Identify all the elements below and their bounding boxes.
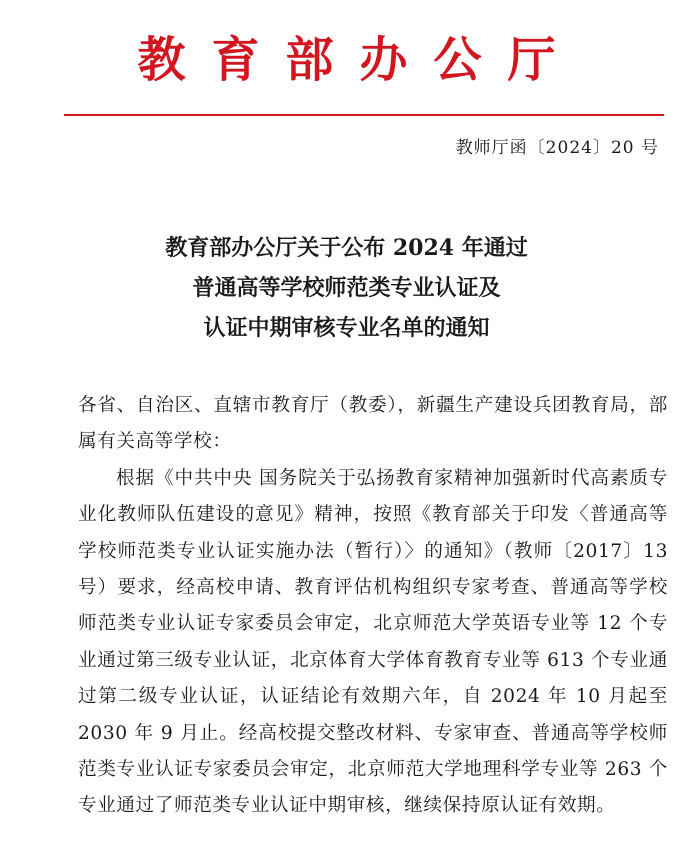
document-number: 教师厅函〔2024〕20 号 <box>455 138 659 158</box>
red-divider-line <box>64 114 664 116</box>
title-line-1: 教育部办公厅关于公布 2024 年通过 <box>165 235 528 261</box>
body-paragraph: 根据《中共中央 国务院关于弘扬教育家精神加强新时代高素质专业化教师队伍建设的意见》精神，按照《教育部关于印发〈普通高等学校师范类专业认证实施办法（暂行）〉的通知》（教师〔2017〕13 号）要求，经高校申请、教育评估机构组织专家考查、普通高等学校师范类专业认证专家委员会审定，北京师范大学英语专业等 12 个专业通过第三级专业认证，北京体育大学体育教育专业等 613 个专业通过第二级专业认证，认证结论有效期六年，自 2024 年 10 月起至 2030 年 9 月止。经高校提交整改材料、专家审查、普通高等学校师范类专业认证专家委员会审定，北京师范大学地理科学专业等 263 个专业通过了师范类专业认证中期审核，继续保持原认证有效期。 <box>78 467 668 817</box>
issuing-office-header: 教育部办公厅 <box>137 32 582 88</box>
document-body <box>78 388 668 825</box>
salutation: 各省、自治区、直辖市教育厅（教委），新疆生产建设兵团教育局，部属有关高等学校： <box>78 395 668 453</box>
title-line-3: 认证中期审核专业名单的通知 <box>203 315 490 341</box>
document-title <box>0 228 693 348</box>
title-line-2: 普通高等学校师范类专业认证及 <box>192 275 501 301</box>
